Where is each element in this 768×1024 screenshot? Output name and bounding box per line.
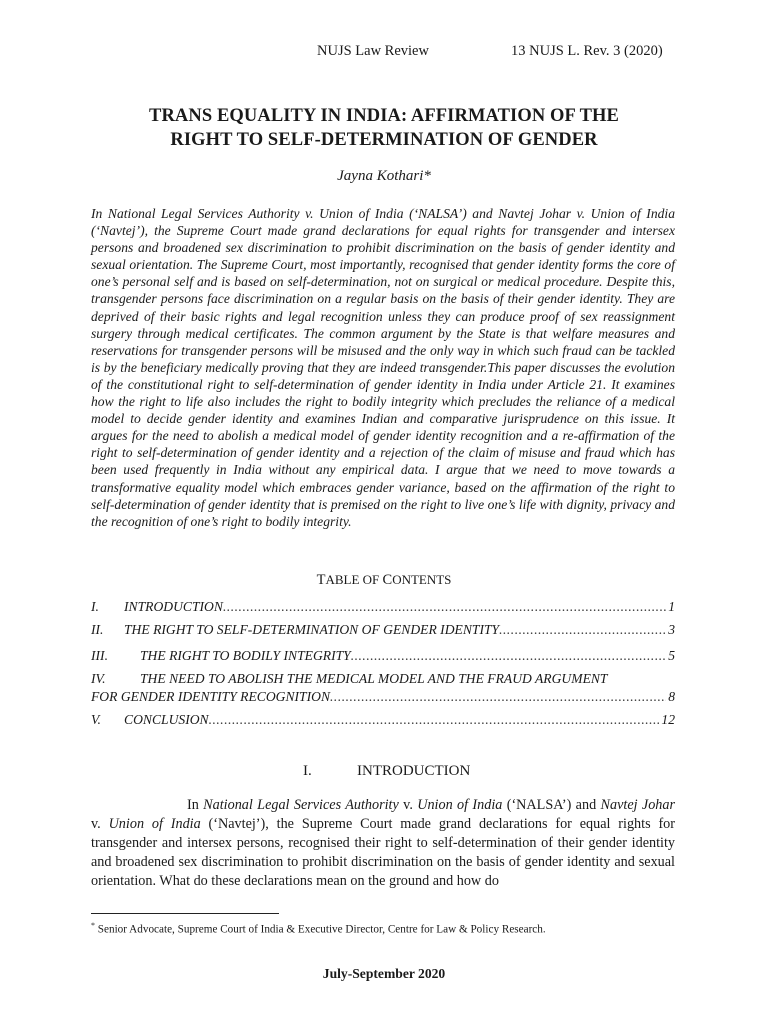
title-line-1: TRANS EQUALITY IN INDIA: AFFIRMATION OF THE bbox=[149, 106, 619, 126]
abstract: In National Legal Services Authority v. Union of India (‘NALSA’) and Navtej Johar v. Union of India (‘Navtej’), the Supreme Court made grand declarations for equal rights for transgender and intersex persons and broadened sex discrimination to prohibit discrimination on the basis of gender identity and sexual orientation. The Supreme Court, most importantly, recognised that gender identity forms the core of one’s personal self and is based on self-determination, not on surgical or medical procedure. Despite this, transgender persons face discrimination on a regular basis on the basis of their gender identity. They are deprived of their basic rights and legal recognition unless they can produce proof of sex reassignment surgery through medical certificates. The common argument by the State is that welfare measures and reservations for transgender persons will be misused and the only way in which such fraud can be tackled is by the beneficiary medically proving that they are indeed transgender.This paper discusses the evolution of the constitutional right to self-determination of gender identity in India under Article 21. It examines how the right to life also includes the right to bodily integrity which precludes the reliance of a medical model to decide gender identity and examines Indian and comparative jurisprudence on this issue. It argues for the need to abolish a medical model of gender identity recognition and a re-affirmation of the right to self-determination of gender identity and a rejection of the claim of misuse and fraud which has been used frequently in India without any empirical data. I argue that we need to move towards a transformative equality model which embraces gender variance, based on the affirmation of the right to self-determination of gender identity that is premised on the right to live one’s life with dignity, privacy and the recognition of one’s right to bodily integrity. bbox=[91, 206, 675, 529]
toc-entry-2[interactable]: II. THE RIGHT TO SELF-DETERMINATION OF GENDER IDENTITY ..... 3 bbox=[91, 621, 675, 638]
issue-date-footer: July-September 2020 bbox=[322, 966, 446, 981]
toc-entry-3[interactable]: III. THE RIGHT TO BODILY INTEGRITY ..... 5 bbox=[91, 647, 675, 664]
journal-name: NUJS Law Review bbox=[317, 43, 429, 59]
toc-entry-4[interactable]: IV. THE NEED TO ABOLISH THE MEDICAL MODEL AND THE FRAUD ARGUMENT FOR GENDER IDENTITY RECOGNITION ..... 8 bbox=[91, 670, 675, 705]
title-line-2: RIGHT TO SELF-DETERMINATION OF GENDER bbox=[170, 130, 598, 150]
author: Jayna Kothari* bbox=[337, 168, 431, 184]
toc-heading: TABLE OF CONTENTS bbox=[316, 572, 452, 588]
citation: 13 NUJS L. Rev. 3 (2020) bbox=[511, 43, 663, 59]
section-title: INTRODUCTION bbox=[357, 763, 471, 779]
footnote-marker: * bbox=[91, 921, 95, 930]
footnote-divider bbox=[91, 913, 279, 914]
body-paragraph: In National Legal Services Authority v. Union of India (‘NALSA’) and Navtej Johar v. Union of India (‘Navtej’), the Supreme Court made grand declarations for equal rights for transgender and intersex persons, recognised their right to self-determination of their gender identity and broadened sex discrimination to prohibit discrimination on the basis of gender identity and sexual orientation. What do these declarations mean on the ground and how do bbox=[91, 797, 676, 889]
toc-entry-5[interactable]: V. CONCLUSION ..... 12 bbox=[91, 711, 675, 728]
footnote bbox=[91, 921, 546, 936]
article-title bbox=[0, 104, 768, 152]
section-number: I. bbox=[303, 763, 312, 779]
toc-entry-1[interactable]: I. INTRODUCTION ..... 1 bbox=[91, 598, 675, 615]
footnote-text: Senior Advocate, Supreme Court of India & Executive Director, Centre for Law & Policy Research. bbox=[95, 923, 546, 936]
